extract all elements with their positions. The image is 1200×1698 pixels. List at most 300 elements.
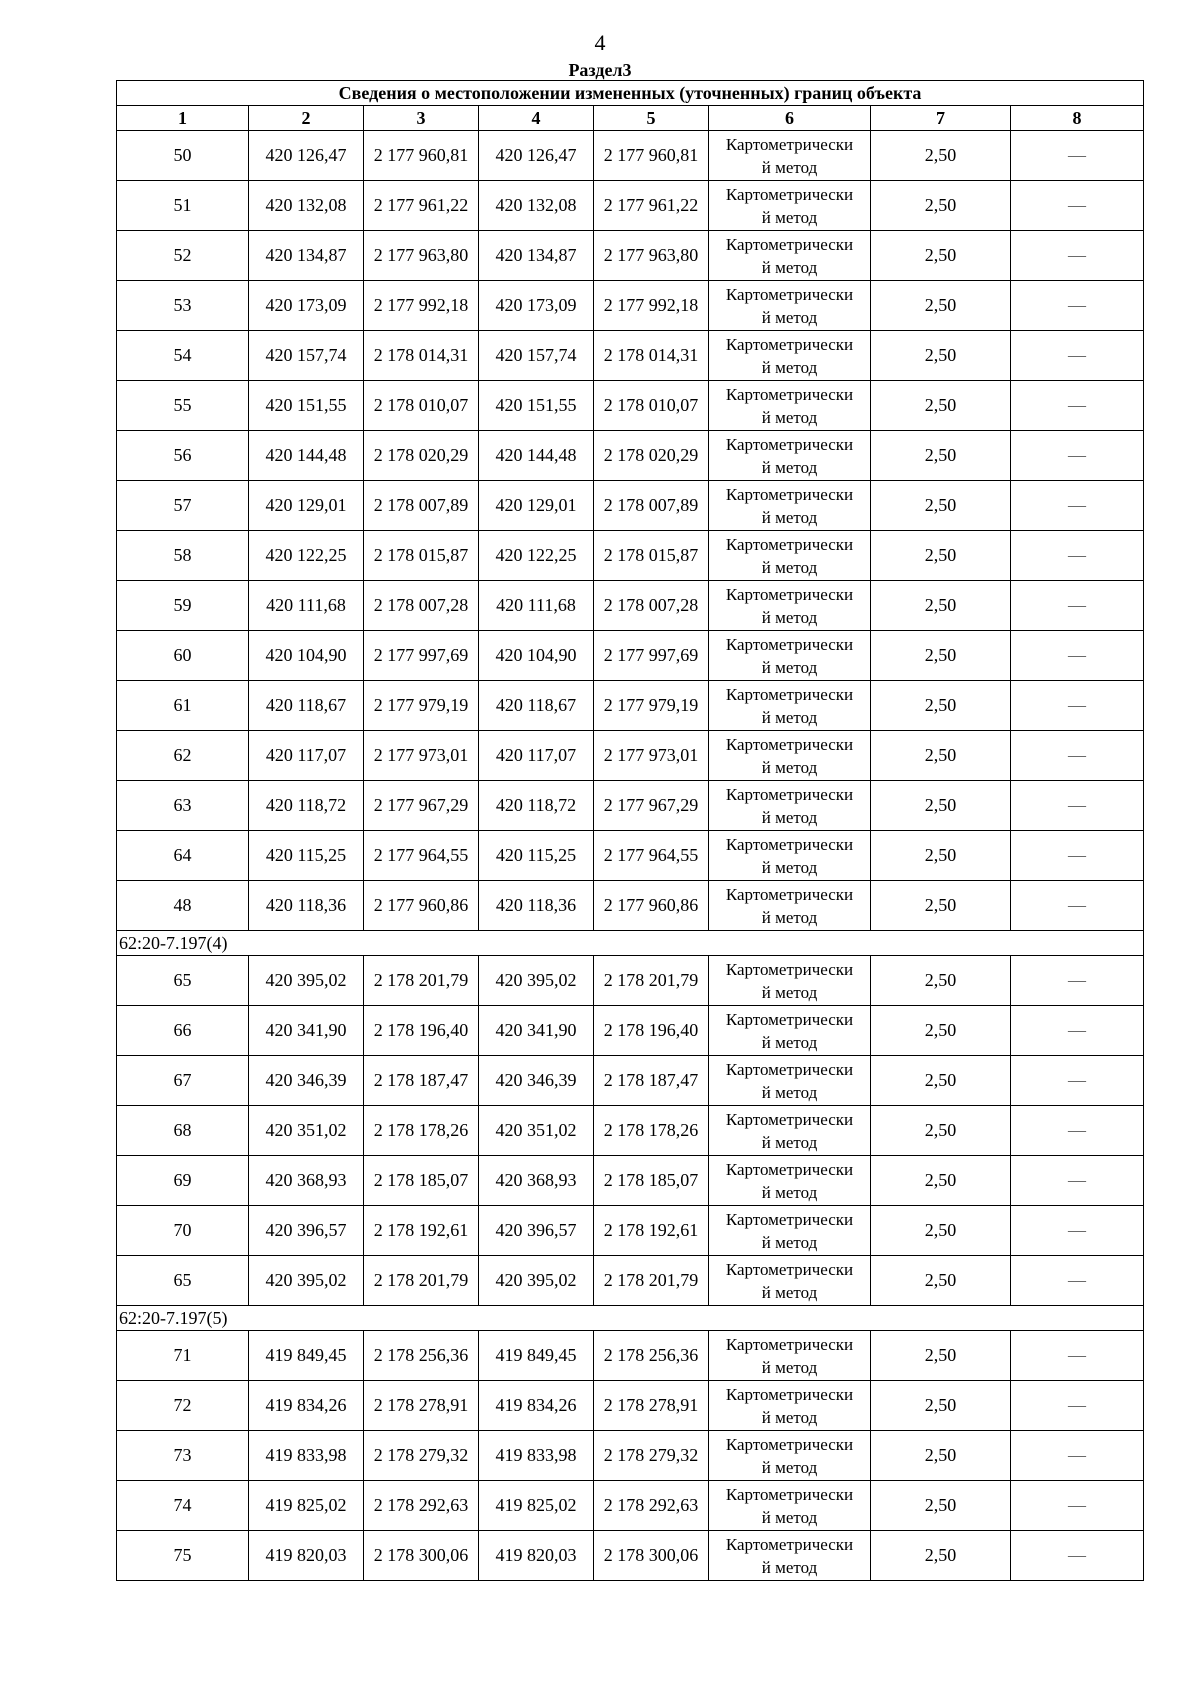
table-row bbox=[117, 1156, 1144, 1206]
point-number-cell: 75 bbox=[117, 1531, 249, 1581]
dash-cell: — bbox=[1011, 381, 1144, 431]
method-line2: й метод bbox=[761, 1282, 818, 1302]
method-line2: й метод bbox=[761, 357, 818, 377]
method-cell bbox=[709, 831, 871, 881]
point-number-cell: 50 bbox=[117, 131, 249, 181]
y-old-cell: 2 178 020,29 bbox=[364, 431, 479, 481]
y-old-cell: 2 178 187,47 bbox=[364, 1056, 479, 1106]
method-line1: Картометрически bbox=[725, 584, 854, 604]
dash-cell: — bbox=[1011, 481, 1144, 531]
accuracy-cell: 2,50 bbox=[871, 1481, 1011, 1531]
y-new-cell: 2 178 292,63 bbox=[594, 1481, 709, 1531]
point-number-cell: 70 bbox=[117, 1206, 249, 1256]
x-old-cell: 419 825,02 bbox=[249, 1481, 364, 1531]
accuracy-cell: 2,50 bbox=[871, 131, 1011, 181]
method-cell bbox=[709, 1156, 871, 1206]
dash-cell: — bbox=[1011, 1006, 1144, 1056]
method-cell bbox=[709, 881, 871, 931]
method-cell bbox=[709, 1106, 871, 1156]
x-old-cell: 419 820,03 bbox=[249, 1531, 364, 1581]
point-number-cell: 52 bbox=[117, 231, 249, 281]
point-number-cell: 51 bbox=[117, 181, 249, 231]
accuracy-cell: 2,50 bbox=[871, 1206, 1011, 1256]
y-old-cell: 2 178 192,61 bbox=[364, 1206, 479, 1256]
accuracy-cell: 2,50 bbox=[871, 1381, 1011, 1431]
method-cell bbox=[709, 1206, 871, 1256]
point-number-cell: 65 bbox=[117, 1256, 249, 1306]
y-old-cell: 2 178 279,32 bbox=[364, 1431, 479, 1481]
x-new-cell: 420 157,74 bbox=[479, 331, 594, 381]
point-number-cell: 73 bbox=[117, 1431, 249, 1481]
method-cell bbox=[709, 631, 871, 681]
y-new-cell: 2 177 979,19 bbox=[594, 681, 709, 731]
y-new-cell: 2 177 960,86 bbox=[594, 881, 709, 931]
method-line1: Картометрически bbox=[725, 1334, 854, 1354]
method-line1: Картометрически bbox=[725, 1384, 854, 1404]
x-old-cell: 420 115,25 bbox=[249, 831, 364, 881]
x-new-cell: 420 111,68 bbox=[479, 581, 594, 631]
method-cell bbox=[709, 231, 871, 281]
table-row bbox=[117, 331, 1144, 381]
point-number-cell: 55 bbox=[117, 381, 249, 431]
x-old-cell: 420 151,55 bbox=[249, 381, 364, 431]
method-cell bbox=[709, 681, 871, 731]
method-line2: й метод bbox=[761, 1132, 818, 1152]
x-new-cell: 420 129,01 bbox=[479, 481, 594, 531]
y-new-cell: 2 178 300,06 bbox=[594, 1531, 709, 1581]
column-header: 3 bbox=[364, 106, 479, 131]
x-new-cell: 420 122,25 bbox=[479, 531, 594, 581]
table-row bbox=[117, 1056, 1144, 1106]
x-old-cell: 420 117,07 bbox=[249, 731, 364, 781]
method-cell bbox=[709, 781, 871, 831]
method-line2: й метод bbox=[761, 1182, 818, 1202]
group-label: 62:20-7.197(4) bbox=[117, 931, 1144, 956]
method-line2: й метод bbox=[761, 457, 818, 477]
method-line2: й метод bbox=[761, 1557, 818, 1577]
table-row bbox=[117, 781, 1144, 831]
y-old-cell: 2 177 967,29 bbox=[364, 781, 479, 831]
point-number-cell: 63 bbox=[117, 781, 249, 831]
method-cell bbox=[709, 581, 871, 631]
section-title: Раздел3 bbox=[568, 60, 632, 80]
table-row bbox=[117, 581, 1144, 631]
table-row bbox=[117, 181, 1144, 231]
group-row bbox=[117, 931, 1144, 956]
method-line1: Картометрически bbox=[725, 334, 854, 354]
y-old-cell: 2 177 960,86 bbox=[364, 881, 479, 931]
method-line2: й метод bbox=[761, 1032, 818, 1052]
method-line1: Картометрически bbox=[725, 534, 854, 554]
accuracy-cell: 2,50 bbox=[871, 581, 1011, 631]
x-new-cell: 419 833,98 bbox=[479, 1431, 594, 1481]
y-old-cell: 2 178 014,31 bbox=[364, 331, 479, 381]
x-old-cell: 420 104,90 bbox=[249, 631, 364, 681]
column-header: 8 bbox=[1011, 106, 1144, 131]
dash-cell: — bbox=[1011, 781, 1144, 831]
y-new-cell: 2 178 178,26 bbox=[594, 1106, 709, 1156]
table-row bbox=[117, 431, 1144, 481]
method-line2: й метод bbox=[761, 1407, 818, 1427]
x-old-cell: 419 834,26 bbox=[249, 1381, 364, 1431]
point-number-cell: 48 bbox=[117, 881, 249, 931]
point-number-cell: 64 bbox=[117, 831, 249, 881]
x-new-cell: 420 118,72 bbox=[479, 781, 594, 831]
method-cell bbox=[709, 1006, 871, 1056]
table-row bbox=[117, 881, 1144, 931]
method-cell bbox=[709, 431, 871, 481]
column-header: 5 bbox=[594, 106, 709, 131]
x-old-cell: 420 368,93 bbox=[249, 1156, 364, 1206]
method-line2: й метод bbox=[761, 407, 818, 427]
y-new-cell: 2 178 014,31 bbox=[594, 331, 709, 381]
x-new-cell: 420 104,90 bbox=[479, 631, 594, 681]
accuracy-cell: 2,50 bbox=[871, 331, 1011, 381]
x-new-cell: 420 118,67 bbox=[479, 681, 594, 731]
point-number-cell: 71 bbox=[117, 1331, 249, 1381]
method-line2: й метод bbox=[761, 1232, 818, 1252]
group-label: 62:20-7.197(5) bbox=[117, 1306, 1144, 1331]
x-old-cell: 420 351,02 bbox=[249, 1106, 364, 1156]
y-old-cell: 2 178 010,07 bbox=[364, 381, 479, 431]
dash-cell: — bbox=[1011, 881, 1144, 931]
x-new-cell: 419 834,26 bbox=[479, 1381, 594, 1431]
accuracy-cell: 2,50 bbox=[871, 481, 1011, 531]
dash-cell: — bbox=[1011, 631, 1144, 681]
y-new-cell: 2 178 020,29 bbox=[594, 431, 709, 481]
y-old-cell: 2 178 201,79 bbox=[364, 1256, 479, 1306]
point-number-cell: 58 bbox=[117, 531, 249, 581]
x-new-cell: 420 346,39 bbox=[479, 1056, 594, 1106]
x-old-cell: 419 849,45 bbox=[249, 1331, 364, 1381]
x-old-cell: 420 118,36 bbox=[249, 881, 364, 931]
point-number-cell: 59 bbox=[117, 581, 249, 631]
table-row bbox=[117, 1331, 1144, 1381]
y-old-cell: 2 178 185,07 bbox=[364, 1156, 479, 1206]
y-new-cell: 2 177 961,22 bbox=[594, 181, 709, 231]
accuracy-cell: 2,50 bbox=[871, 281, 1011, 331]
x-new-cell: 420 173,09 bbox=[479, 281, 594, 331]
y-new-cell: 2 177 992,18 bbox=[594, 281, 709, 331]
y-old-cell: 2 177 973,01 bbox=[364, 731, 479, 781]
y-old-cell: 2 177 963,80 bbox=[364, 231, 479, 281]
accuracy-cell: 2,50 bbox=[871, 1331, 1011, 1381]
accuracy-cell: 2,50 bbox=[871, 1256, 1011, 1306]
point-number-cell: 56 bbox=[117, 431, 249, 481]
boundary-table bbox=[116, 80, 1144, 1581]
table-row bbox=[117, 831, 1144, 881]
method-line2: й метод bbox=[761, 157, 818, 177]
table-row bbox=[117, 1006, 1144, 1056]
y-old-cell: 2 177 979,19 bbox=[364, 681, 479, 731]
x-old-cell: 420 132,08 bbox=[249, 181, 364, 231]
dash-cell: — bbox=[1011, 581, 1144, 631]
page-number: 4 bbox=[594, 30, 606, 55]
y-new-cell: 2 177 964,55 bbox=[594, 831, 709, 881]
method-line2: й метод bbox=[761, 1507, 818, 1527]
method-line2: й метод bbox=[761, 507, 818, 527]
y-new-cell: 2 178 007,28 bbox=[594, 581, 709, 631]
y-new-cell: 2 178 278,91 bbox=[594, 1381, 709, 1431]
dash-cell: — bbox=[1011, 1056, 1144, 1106]
x-new-cell: 420 118,36 bbox=[479, 881, 594, 931]
x-new-cell: 420 368,93 bbox=[479, 1156, 594, 1206]
method-line1: Картометрически bbox=[725, 184, 854, 204]
method-line2: й метод bbox=[761, 807, 818, 827]
method-line2: й метод bbox=[761, 657, 818, 677]
accuracy-cell: 2,50 bbox=[871, 181, 1011, 231]
accuracy-cell: 2,50 bbox=[871, 631, 1011, 681]
method-line1: Картометрически bbox=[725, 234, 854, 254]
method-line1: Картометрически bbox=[725, 959, 854, 979]
table-row bbox=[117, 956, 1144, 1006]
point-number-cell: 69 bbox=[117, 1156, 249, 1206]
column-header: 2 bbox=[249, 106, 364, 131]
accuracy-cell: 2,50 bbox=[871, 431, 1011, 481]
method-line1: Картометрически bbox=[725, 1209, 854, 1229]
method-line2: й метод bbox=[761, 907, 818, 927]
x-new-cell: 420 395,02 bbox=[479, 1256, 594, 1306]
accuracy-cell: 2,50 bbox=[871, 1056, 1011, 1106]
y-new-cell: 2 177 973,01 bbox=[594, 731, 709, 781]
y-old-cell: 2 178 278,91 bbox=[364, 1381, 479, 1431]
y-old-cell: 2 178 007,28 bbox=[364, 581, 479, 631]
x-old-cell: 420 111,68 bbox=[249, 581, 364, 631]
method-line1: Картометрически bbox=[725, 834, 854, 854]
dash-cell: — bbox=[1011, 231, 1144, 281]
method-line2: й метод bbox=[761, 1457, 818, 1477]
table-row bbox=[117, 1431, 1144, 1481]
method-cell bbox=[709, 1381, 871, 1431]
point-number-cell: 53 bbox=[117, 281, 249, 331]
method-line1: Картометрически bbox=[725, 1484, 854, 1504]
dash-cell: — bbox=[1011, 131, 1144, 181]
x-old-cell: 420 129,01 bbox=[249, 481, 364, 531]
dash-cell: — bbox=[1011, 281, 1144, 331]
accuracy-cell: 2,50 bbox=[871, 1531, 1011, 1581]
accuracy-cell: 2,50 bbox=[871, 731, 1011, 781]
y-new-cell: 2 178 187,47 bbox=[594, 1056, 709, 1106]
y-old-cell: 2 177 997,69 bbox=[364, 631, 479, 681]
y-new-cell: 2 178 185,07 bbox=[594, 1156, 709, 1206]
y-old-cell: 2 177 992,18 bbox=[364, 281, 479, 331]
table-row bbox=[117, 1481, 1144, 1531]
method-line1: Картометрически bbox=[725, 484, 854, 504]
x-new-cell: 419 820,03 bbox=[479, 1531, 594, 1581]
column-header: 1 bbox=[117, 106, 249, 131]
method-cell bbox=[709, 381, 871, 431]
x-old-cell: 420 122,25 bbox=[249, 531, 364, 581]
y-new-cell: 2 178 196,40 bbox=[594, 1006, 709, 1056]
method-cell bbox=[709, 1431, 871, 1481]
method-cell bbox=[709, 281, 871, 331]
method-line2: й метод bbox=[761, 1357, 818, 1377]
dash-cell: — bbox=[1011, 531, 1144, 581]
table-row bbox=[117, 131, 1144, 181]
accuracy-cell: 2,50 bbox=[871, 956, 1011, 1006]
x-new-cell: 420 126,47 bbox=[479, 131, 594, 181]
y-old-cell: 2 177 961,22 bbox=[364, 181, 479, 231]
point-number-cell: 74 bbox=[117, 1481, 249, 1531]
dash-cell: — bbox=[1011, 1381, 1144, 1431]
dash-cell: — bbox=[1011, 956, 1144, 1006]
dash-cell: — bbox=[1011, 1156, 1144, 1206]
method-line1: Картометрически bbox=[725, 1109, 854, 1129]
y-old-cell: 2 178 196,40 bbox=[364, 1006, 479, 1056]
method-cell bbox=[709, 331, 871, 381]
method-cell bbox=[709, 1056, 871, 1106]
method-line1: Картометрически bbox=[725, 134, 854, 154]
x-old-cell: 420 395,02 bbox=[249, 1256, 364, 1306]
point-number-cell: 60 bbox=[117, 631, 249, 681]
dash-cell: — bbox=[1011, 181, 1144, 231]
column-header-row bbox=[117, 106, 1144, 131]
y-old-cell: 2 178 015,87 bbox=[364, 531, 479, 581]
x-old-cell: 420 346,39 bbox=[249, 1056, 364, 1106]
x-old-cell: 420 134,87 bbox=[249, 231, 364, 281]
table-row bbox=[117, 681, 1144, 731]
x-old-cell: 420 395,02 bbox=[249, 956, 364, 1006]
method-cell bbox=[709, 1256, 871, 1306]
method-line1: Картометрически bbox=[725, 684, 854, 704]
method-line1: Картометрически bbox=[725, 1059, 854, 1079]
table-row bbox=[117, 731, 1144, 781]
y-old-cell: 2 178 201,79 bbox=[364, 956, 479, 1006]
accuracy-cell: 2,50 bbox=[871, 1431, 1011, 1481]
table-row bbox=[117, 1256, 1144, 1306]
accuracy-cell: 2,50 bbox=[871, 1006, 1011, 1056]
accuracy-cell: 2,50 bbox=[871, 531, 1011, 581]
dash-cell: — bbox=[1011, 831, 1144, 881]
y-old-cell: 2 177 960,81 bbox=[364, 131, 479, 181]
dash-cell: — bbox=[1011, 1206, 1144, 1256]
point-number-cell: 57 bbox=[117, 481, 249, 531]
method-line1: Картометрически bbox=[725, 1259, 854, 1279]
method-cell bbox=[709, 731, 871, 781]
table-row bbox=[117, 531, 1144, 581]
y-old-cell: 2 178 007,89 bbox=[364, 481, 479, 531]
y-old-cell: 2 178 256,36 bbox=[364, 1331, 479, 1381]
dash-cell: — bbox=[1011, 681, 1144, 731]
point-number-cell: 61 bbox=[117, 681, 249, 731]
dash-cell: — bbox=[1011, 731, 1144, 781]
dash-cell: — bbox=[1011, 331, 1144, 381]
dash-cell: — bbox=[1011, 431, 1144, 481]
table-row bbox=[117, 281, 1144, 331]
y-new-cell: 2 178 007,89 bbox=[594, 481, 709, 531]
x-new-cell: 420 144,48 bbox=[479, 431, 594, 481]
point-number-cell: 68 bbox=[117, 1106, 249, 1156]
method-line1: Картометрически bbox=[725, 384, 854, 404]
dash-cell: — bbox=[1011, 1481, 1144, 1531]
point-number-cell: 72 bbox=[117, 1381, 249, 1431]
x-new-cell: 420 115,25 bbox=[479, 831, 594, 881]
x-new-cell: 420 132,08 bbox=[479, 181, 594, 231]
method-line1: Картометрически bbox=[725, 1534, 854, 1554]
x-old-cell: 420 118,72 bbox=[249, 781, 364, 831]
x-new-cell: 420 341,90 bbox=[479, 1006, 594, 1056]
x-new-cell: 420 396,57 bbox=[479, 1206, 594, 1256]
y-new-cell: 2 177 960,81 bbox=[594, 131, 709, 181]
x-old-cell: 420 341,90 bbox=[249, 1006, 364, 1056]
point-number-cell: 62 bbox=[117, 731, 249, 781]
x-old-cell: 420 173,09 bbox=[249, 281, 364, 331]
accuracy-cell: 2,50 bbox=[871, 1156, 1011, 1206]
y-new-cell: 2 177 967,29 bbox=[594, 781, 709, 831]
x-old-cell: 420 126,47 bbox=[249, 131, 364, 181]
point-number-cell: 66 bbox=[117, 1006, 249, 1056]
y-new-cell: 2 178 010,07 bbox=[594, 381, 709, 431]
table-row bbox=[117, 1106, 1144, 1156]
method-line1: Картометрически bbox=[725, 1434, 854, 1454]
method-line1: Картометрически bbox=[725, 1159, 854, 1179]
y-old-cell: 2 178 300,06 bbox=[364, 1531, 479, 1581]
y-new-cell: 2 177 997,69 bbox=[594, 631, 709, 681]
table-caption-row bbox=[117, 81, 1144, 106]
table-row bbox=[117, 1381, 1144, 1431]
y-new-cell: 2 178 256,36 bbox=[594, 1331, 709, 1381]
table-row bbox=[117, 1206, 1144, 1256]
accuracy-cell: 2,50 bbox=[871, 231, 1011, 281]
table-row bbox=[117, 1531, 1144, 1581]
x-old-cell: 420 144,48 bbox=[249, 431, 364, 481]
method-line2: й метод bbox=[761, 607, 818, 627]
y-new-cell: 2 178 192,61 bbox=[594, 1206, 709, 1256]
x-old-cell: 420 118,67 bbox=[249, 681, 364, 731]
method-line2: й метод bbox=[761, 557, 818, 577]
x-new-cell: 420 117,07 bbox=[479, 731, 594, 781]
x-new-cell: 419 849,45 bbox=[479, 1331, 594, 1381]
dash-cell: — bbox=[1011, 1531, 1144, 1581]
method-cell bbox=[709, 131, 871, 181]
x-new-cell: 420 151,55 bbox=[479, 381, 594, 431]
method-cell bbox=[709, 1331, 871, 1381]
method-line2: й метод bbox=[761, 757, 818, 777]
dash-cell: — bbox=[1011, 1431, 1144, 1481]
method-line2: й метод bbox=[761, 257, 818, 277]
x-new-cell: 420 134,87 bbox=[479, 231, 594, 281]
y-new-cell: 2 178 201,79 bbox=[594, 1256, 709, 1306]
x-new-cell: 419 825,02 bbox=[479, 1481, 594, 1531]
method-cell bbox=[709, 481, 871, 531]
dash-cell: — bbox=[1011, 1256, 1144, 1306]
method-line1: Картометрически bbox=[725, 284, 854, 304]
table-row bbox=[117, 381, 1144, 431]
y-new-cell: 2 178 201,79 bbox=[594, 956, 709, 1006]
y-new-cell: 2 178 015,87 bbox=[594, 531, 709, 581]
point-number-cell: 67 bbox=[117, 1056, 249, 1106]
y-old-cell: 2 177 964,55 bbox=[364, 831, 479, 881]
method-line2: й метод bbox=[761, 1082, 818, 1102]
accuracy-cell: 2,50 bbox=[871, 781, 1011, 831]
accuracy-cell: 2,50 bbox=[871, 1106, 1011, 1156]
x-old-cell: 420 396,57 bbox=[249, 1206, 364, 1256]
method-cell bbox=[709, 956, 871, 1006]
method-line1: Картометрически bbox=[725, 634, 854, 654]
method-cell bbox=[709, 1481, 871, 1531]
dash-cell: — bbox=[1011, 1106, 1144, 1156]
y-new-cell: 2 177 963,80 bbox=[594, 231, 709, 281]
group-row bbox=[117, 1306, 1144, 1331]
accuracy-cell: 2,50 bbox=[871, 881, 1011, 931]
table-row bbox=[117, 231, 1144, 281]
method-line2: й метод bbox=[761, 707, 818, 727]
method-line2: й метод bbox=[761, 857, 818, 877]
method-cell bbox=[709, 1531, 871, 1581]
table-caption: Сведения о местоположении измененных (уточненных) границ объекта bbox=[117, 81, 1144, 106]
x-old-cell: 420 157,74 bbox=[249, 331, 364, 381]
method-line2: й метод bbox=[761, 307, 818, 327]
